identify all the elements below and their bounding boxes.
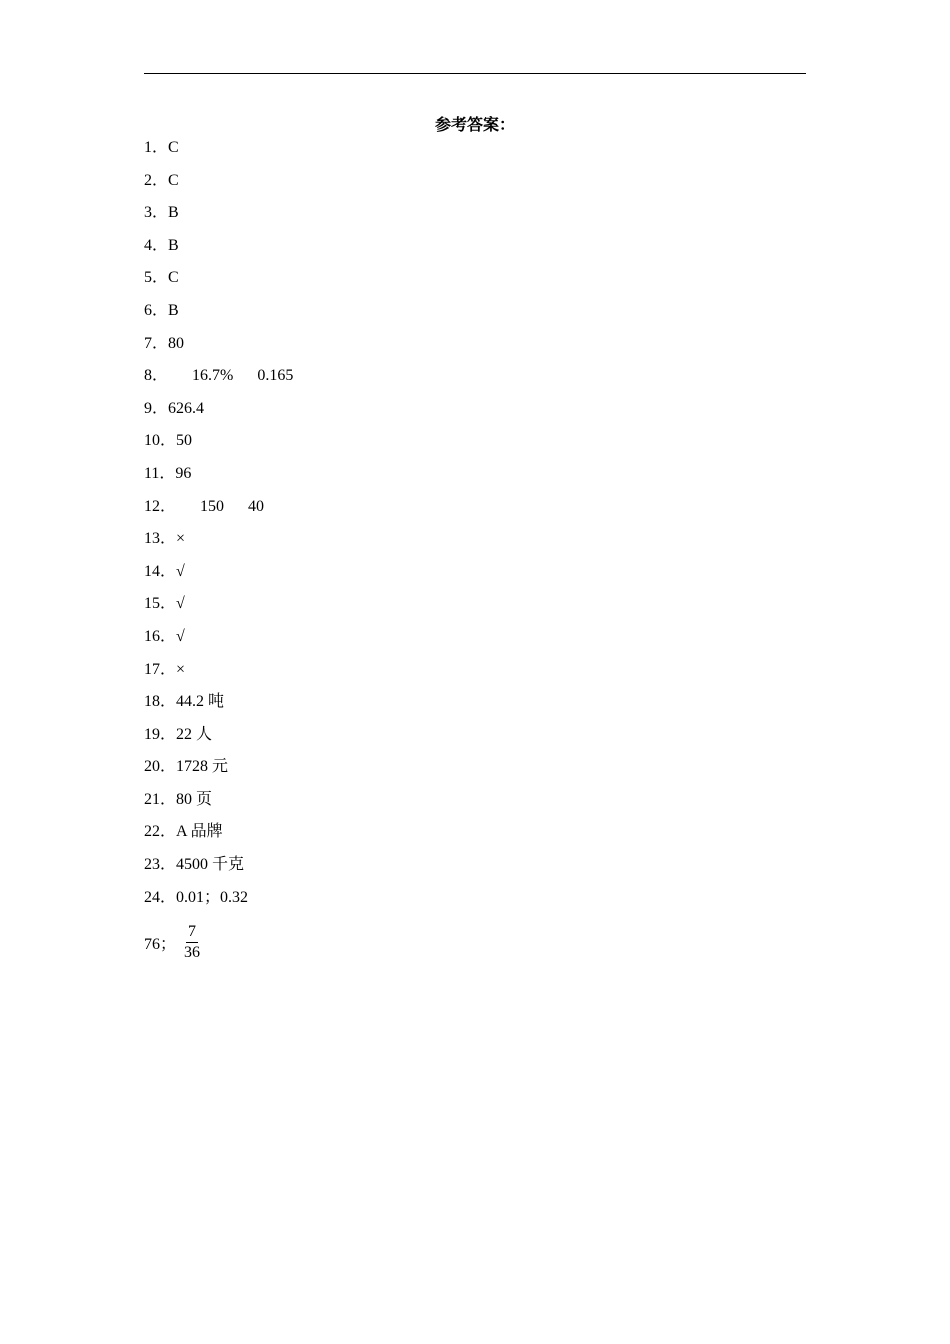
answer-line: 18．44.2 吨	[144, 693, 225, 711]
page-title: 参考答案：	[434, 117, 515, 134]
header-rule	[144, 73, 806, 74]
answer-line: 22．A 品牌	[144, 823, 223, 841]
answer-line: 10．50	[144, 432, 193, 450]
answer-line: 2．C	[144, 171, 179, 189]
answer-line: 3．B	[144, 204, 179, 222]
answer-line: 14．√	[144, 562, 185, 580]
answer-line: 5．C	[144, 269, 179, 287]
answer-line: 11．96	[144, 464, 192, 482]
fraction-denominator: 36	[184, 943, 201, 961]
fraction-numerator: 7	[186, 922, 198, 943]
answer-line: 15．√	[144, 595, 185, 613]
answer-line: 6．B	[144, 301, 179, 319]
answer-line: 17．×	[144, 660, 186, 678]
answer-prefix: 76；	[144, 935, 177, 953]
answer-line: 19．22 人	[144, 725, 213, 743]
fraction	[182, 922, 202, 963]
answer-line: 24．0.01；0.32	[144, 888, 249, 906]
answer-line: 4．B	[144, 236, 179, 254]
answer-line: 13．×	[144, 530, 186, 548]
answer-line-fraction	[144, 917, 202, 967]
answer-line: 9．626.4	[144, 399, 205, 417]
answer-line: 21．80 页	[144, 790, 213, 808]
answer-line: 8． 16.7% 0.165	[144, 367, 294, 385]
answer-line: 23．4500 千克	[144, 856, 245, 874]
answer-line: 1．C	[144, 139, 179, 156]
answer-line: 20．1728 元	[144, 758, 229, 776]
answer-list	[144, 136, 804, 918]
answer-line: 7．80	[144, 334, 185, 352]
answer-line: 16．√	[144, 627, 185, 645]
answer-line: 12． 150 40	[144, 497, 265, 515]
